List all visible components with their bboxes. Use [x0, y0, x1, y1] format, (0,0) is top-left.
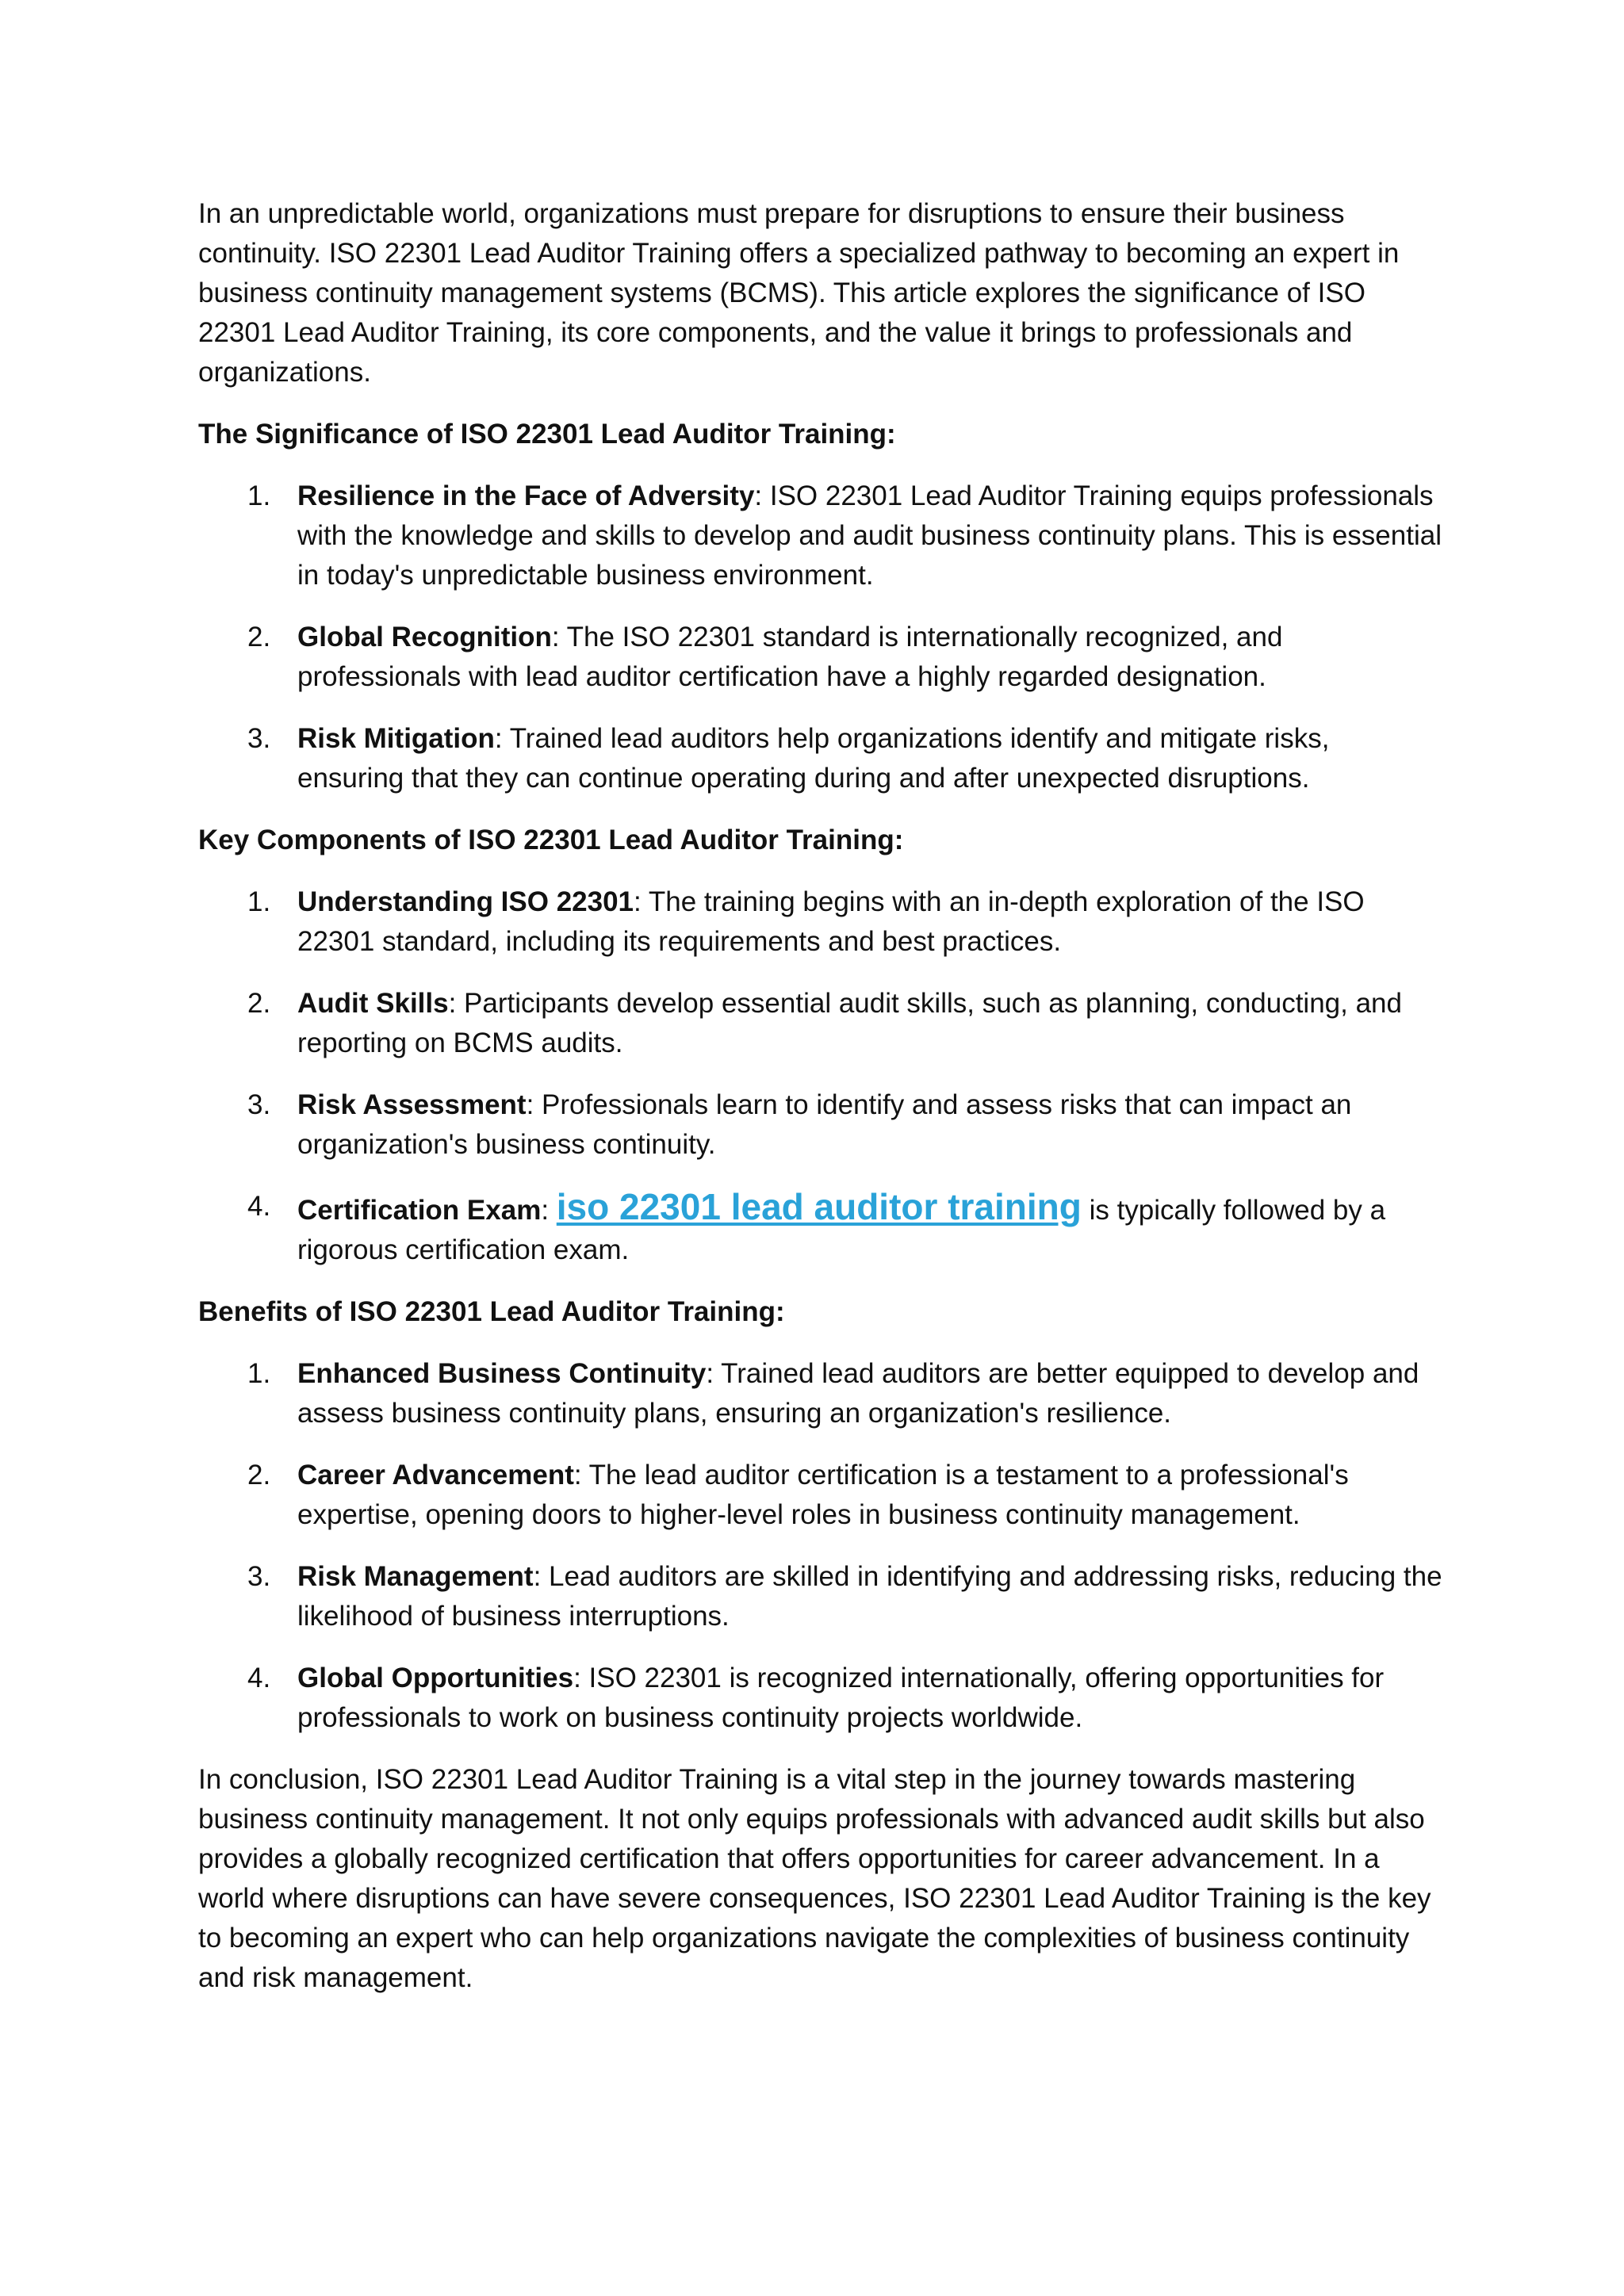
list-number: 3.: [247, 723, 271, 754]
benefits-list: [198, 1354, 1443, 1738]
list-term: Certification Exam: [297, 1195, 542, 1226]
list-text: : The training begins with an in-depth exploration of the ISO 22301 standard, including its requirements and best practices.: [297, 886, 1365, 957]
list-term: Resilience in the Face of Adversity: [297, 480, 755, 511]
list-number: 2.: [247, 1460, 271, 1490]
components-list: [198, 882, 1443, 1270]
conclusion-paragraph: In conclusion, ISO 22301 Lead Auditor Training is a vital step in the journey towards mastering business continuity management. It not only equips professionals with advanced audit skills but also provides a globally recognized certification that offers opportunities for career advancement. In a world where disruptions can have severe consequences, ISO 22301 Lead Auditor Training is the key to becoming an expert who can help organizations navigate the complexities of business continuity and risk management.: [198, 1764, 1431, 1993]
list-text: : Professionals learn to identify and assess risks that can impact an organization's business continuity.: [297, 1089, 1352, 1160]
list-term: Global Recognition: [297, 622, 552, 652]
list-item: [198, 1557, 1443, 1636]
list-number: 2.: [247, 988, 271, 1019]
list-item: [198, 476, 1443, 595]
list-text: : The ISO 22301 standard is internationally recognized, and professionals with lead auditor certification have a highly regarded designation.: [297, 622, 1283, 692]
list-number: 2.: [247, 622, 271, 652]
list-text: : Lead auditors are skilled in identifying and addressing risks, reducing the likelihood of business interruptions.: [297, 1561, 1442, 1632]
list-term: Global Opportunities: [297, 1663, 574, 1693]
list-item: [198, 1456, 1443, 1535]
list-term: Risk Assessment: [297, 1089, 527, 1120]
list-number: 3.: [247, 1089, 271, 1120]
list-item: [198, 1085, 1443, 1165]
list-number: 4.: [247, 1663, 271, 1693]
list-item: [198, 984, 1443, 1063]
list-number: 4.: [247, 1191, 271, 1222]
document-body: [198, 194, 1443, 1998]
section-heading-significance: The Significance of ISO 22301 Lead Auditor Training:: [198, 419, 896, 450]
intro-paragraph: In an unpredictable world, organizations must prepare for disruptions to ensure their business continuity. ISO 22301 Lead Auditor Training offers a specialized pathway to becoming an expert in business continuity management systems (BCMS). This article explores the significance of ISO 22301 Lead Auditor Training, its core components, and the value it brings to professionals and organizations.: [198, 198, 1400, 388]
list-number: 1.: [247, 1358, 271, 1389]
list-item: [198, 618, 1443, 697]
list-term: Audit Skills: [297, 988, 449, 1019]
list-text: :: [541, 1195, 557, 1226]
significance-list: [198, 476, 1443, 798]
list-number: 1.: [247, 886, 271, 917]
list-text: : Participants develop essential audit skills, such as planning, conducting, and reporting on BCMS audits.: [297, 988, 1402, 1058]
list-text: : Trained lead auditors help organizations identify and mitigate risks, ensuring that they can continue operating during and after unexpected disruptions.: [297, 723, 1330, 794]
section-heading-components: Key Components of ISO 22301 Lead Auditor Training:: [198, 825, 904, 855]
list-term: Risk Management: [297, 1561, 534, 1592]
list-number: 1.: [247, 480, 271, 511]
list-text: : The lead auditor certification is a testament to a professional's expertise, opening doors to higher-level roles in business continuity management.: [297, 1460, 1349, 1530]
list-term: Understanding ISO 22301: [297, 886, 634, 917]
list-term: Enhanced Business Continuity: [297, 1358, 707, 1389]
section-heading-benefits: Benefits of ISO 22301 Lead Auditor Training:: [198, 1296, 785, 1327]
list-term: Risk Mitigation: [297, 723, 495, 754]
list-text: : ISO 22301 is recognized internationally, offering opportunities for professionals to work on business continuity projects worldwide.: [297, 1663, 1385, 1733]
list-text: is typically followed by a rigorous certification exam.: [297, 1195, 1386, 1265]
list-text: : Trained lead auditors are better equipped to develop and assess business continuity plans, ensuring an organization's resilience.: [297, 1358, 1419, 1429]
list-term: Career Advancement: [297, 1460, 574, 1490]
list-item: [198, 1659, 1443, 1738]
list-item: [198, 719, 1443, 798]
list-number: 3.: [247, 1561, 271, 1592]
list-item: [198, 1354, 1443, 1433]
list-item: [198, 1187, 1443, 1270]
list-text: : ISO 22301 Lead Auditor Training equips professionals with the knowledge and skills to develop and audit business continuity plans. This is essential in today's unpredictable business environment.: [297, 480, 1442, 591]
list-item: [198, 882, 1443, 962]
training-link[interactable]: iso 22301 lead auditor training: [556, 1186, 1082, 1227]
